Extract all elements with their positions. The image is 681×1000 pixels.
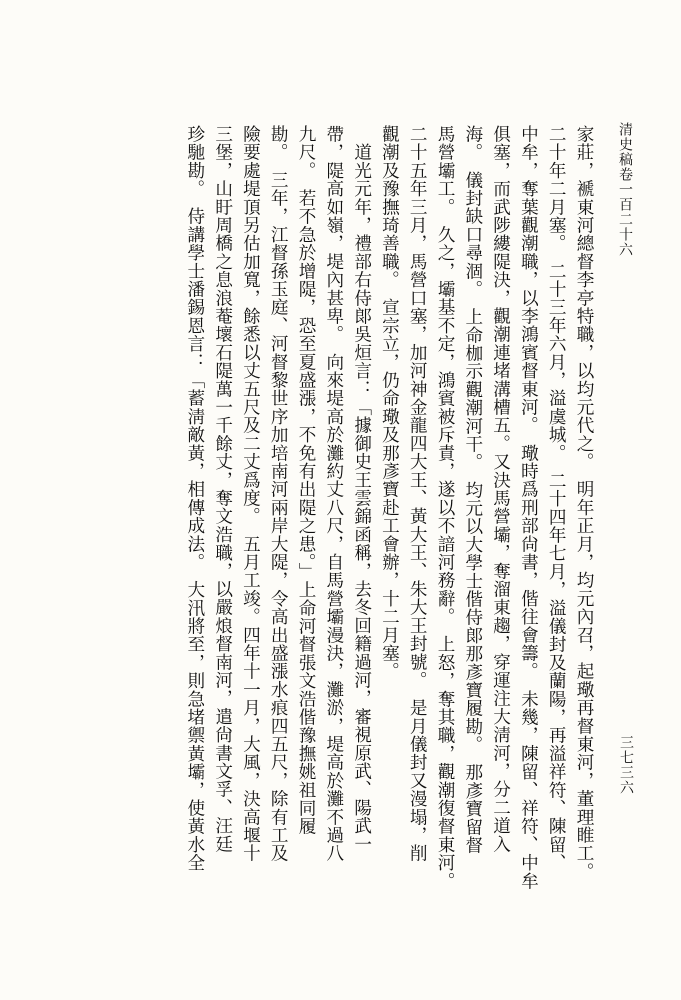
running-header: 清史稿卷一百二十六	[617, 122, 633, 257]
text-column: 帶，隄高如嶺，堤內甚卑。 向來堤高於灘約丈八尺，自馬營壩漫決，灘淤，堤高於灘不過八	[323, 125, 344, 863]
text-column: 俱塞，而武陟縷隄決，觀潮連堵溝槽五。又決馬營壩，奪溜東趨，穿運注大淸河，分二道入	[490, 125, 511, 853]
text-column: 中牟，奪葉觀潮職，以李鴻賓督東河。 璥時爲刑部尙書，偕往會籌。 未幾，陳留、祥符、中牟	[518, 125, 539, 890]
text-column: 海。 儀封缺口尋涸。 上命枷示觀潮河干。 均元以大學士偕侍郞那彥寶履勘。 那彥寶留督	[462, 125, 483, 855]
text-column: 珍馳勘。 侍講學士潘錫恩言：「蓄淸敵黃，相傳成法。 大汛將至，則急堵禦黃壩，使黃水全	[184, 125, 205, 872]
vertical-body-text	[77, 125, 597, 985]
text-column: 勘。 三年，江督孫玉庭、河督黎世序加培南河兩岸大隄，令高出盛漲水痕四五尺，除有工及	[268, 125, 289, 863]
text-column: 觀潮及豫撫琦善職。 宣宗立，仍命璥及那彥寶赴工會辦，十二月塞。	[379, 125, 400, 681]
text-column: 家莊，褫東河總督李亭特職，以均元代之。 明年正月，均元內召，起璥再督東河，董理睢工。	[574, 125, 594, 881]
text-column: 馬營壩工。 久之，壩基不定，鴻賓被斥責，遂以不諳河務辭。 上怒，奪其職，觀潮復督東河。	[435, 125, 456, 890]
text-column: 三堡，山盱周橋之息浪菴壞石隄萬一千餘丈，奪文浩職，以嚴烺督南河，遣尙書文孚、汪廷	[212, 125, 233, 853]
text-column: 九尺。 若不急於增隄，恐至夏盛漲，不免有出隄之患。」上命河督張文浩偕豫撫姚祖同履	[296, 125, 317, 836]
text-column: 險要處堤頂另估加寬，餘悉以丈五尺及二丈爲度。 五月工竣。四年十一月，大風，決高堰十	[240, 125, 261, 863]
text-column: 二十五年三月，馬營口塞，加河神金龍四大王、黃大王、朱大王封號。 是月儀封又漫塌，削	[407, 125, 428, 863]
page-number: 三七三六	[618, 735, 634, 795]
text-column: 二十年二月塞。 二十三年六月，溢虞城。 二十四年七月，溢儀封及蘭陽，再溢祥符、陳留、	[546, 125, 567, 872]
text-column: 道光元年，禮部右侍郞吳烜言：「據御史王雲錦函稱，去冬回籍過河，審視原武、陽武一	[351, 125, 372, 853]
